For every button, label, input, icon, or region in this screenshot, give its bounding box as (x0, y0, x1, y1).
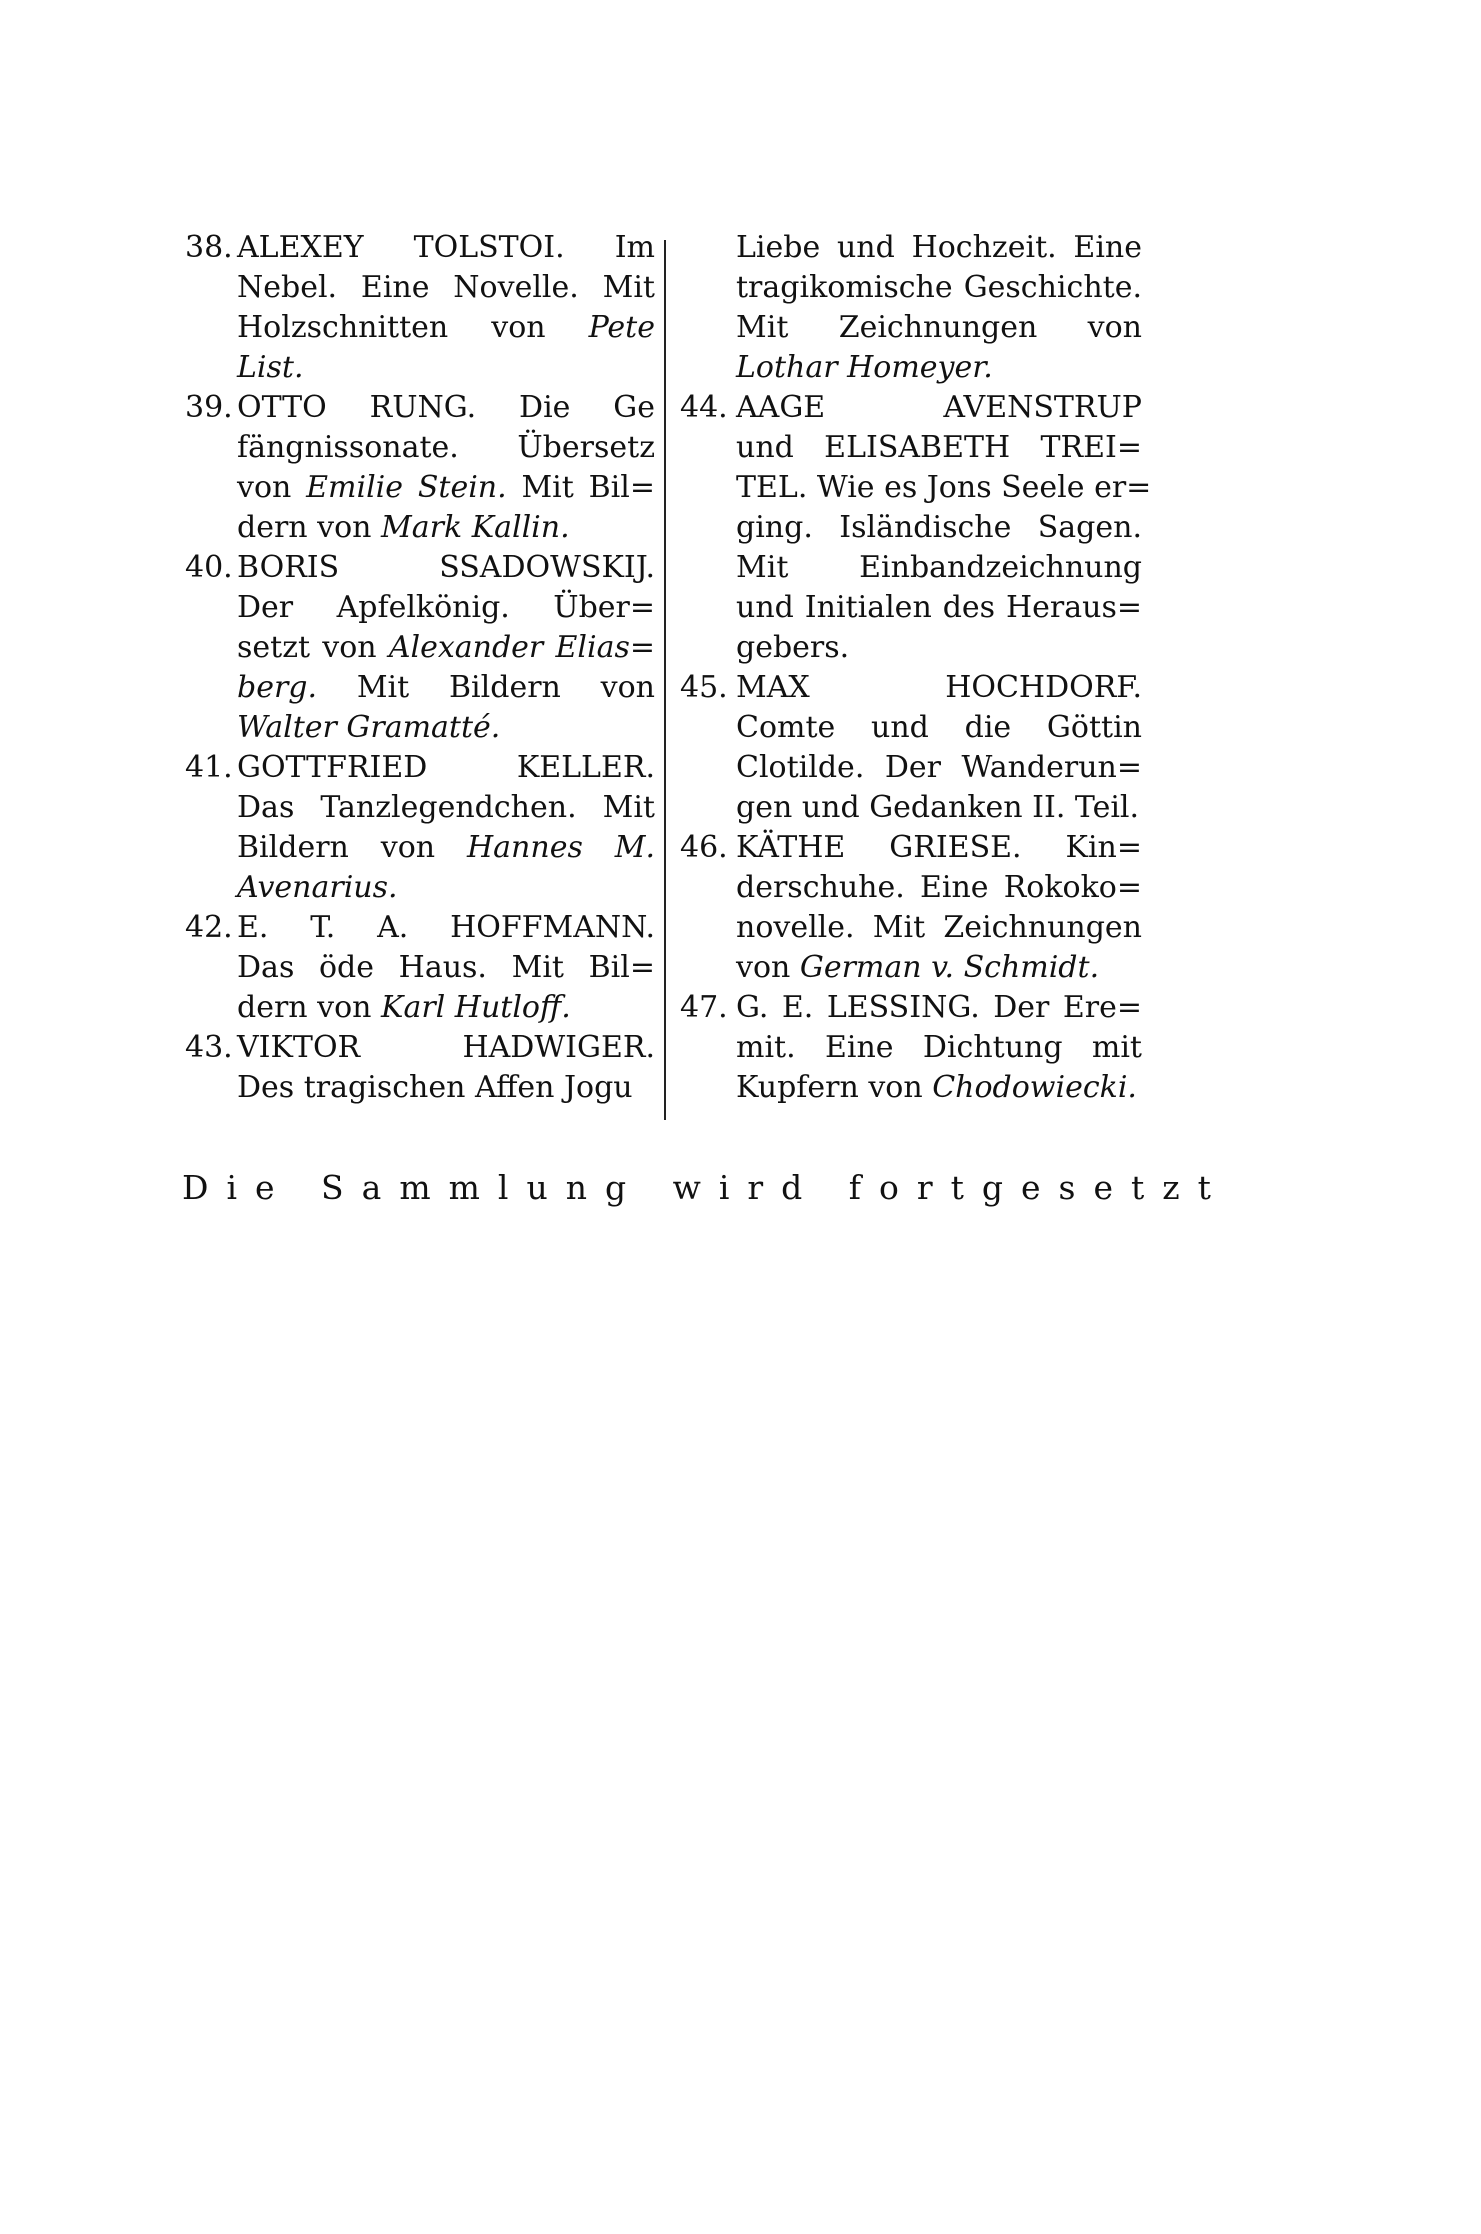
entry-line (185, 468, 655, 508)
italic-name: Lothar Homeyer. (736, 350, 993, 385)
entry-line (185, 748, 655, 788)
line-tail: Mit Bildern von (317, 670, 655, 705)
entry-line (680, 268, 1142, 308)
line-text: fängnissonate. Übersetz (237, 430, 655, 465)
italic-name: Avenarius. (237, 870, 398, 905)
line-text: Liebe und Hochzeit. Eine (736, 230, 1142, 265)
line-text: mit. Eine Dichtung mit (736, 1030, 1142, 1065)
line-text: Clotilde. Der Wanderun= (736, 750, 1142, 785)
line-text: Mit Einbandzeichnung (736, 550, 1142, 585)
line-text: Comte und die Göttin (736, 710, 1142, 745)
entry-line (185, 1068, 655, 1108)
line-text: und Initialen des Heraus= (736, 590, 1142, 625)
entry-line (680, 308, 1142, 348)
entry-number: 43. (185, 1030, 233, 1065)
line-text: Des tragischen Affen Jogu (237, 1070, 633, 1105)
entry-line (680, 1068, 1142, 1108)
line-text: ging. Isländische Sagen. (736, 510, 1142, 545)
left-column (185, 228, 655, 1108)
line-text: tragikomische Geschichte. (736, 270, 1142, 305)
entry-line (680, 868, 1142, 908)
line-text: Der Apfelkönig. Über= (237, 590, 655, 625)
entry-number: 47. (680, 990, 728, 1025)
line-text: KÄTHE GRIESE. Kin= (736, 830, 1142, 865)
entry-line (185, 708, 655, 748)
entry-line (185, 348, 655, 388)
catalog-entry (680, 828, 1142, 988)
entry-number: 42. (185, 910, 233, 945)
entry-number: 46. (680, 830, 728, 865)
line-text: AAGE AVENSTRUP (736, 390, 1142, 425)
entry-line (185, 788, 655, 828)
line-text: novelle. Mit Zeichnungen (736, 910, 1142, 945)
entry-line (185, 908, 655, 948)
entry-number: 41. (185, 750, 233, 785)
entry-line (680, 348, 1142, 388)
line-text: ALEXEY TOLSTOI. Im (237, 230, 655, 265)
entry-line (680, 508, 1142, 548)
entry-line (680, 908, 1142, 948)
line-text: Kupfern von (736, 1070, 933, 1105)
entry-number: 44. (680, 390, 728, 425)
catalog-entry (185, 748, 655, 908)
entry-line (680, 788, 1142, 828)
footer-note: Die Sammlung wird fortgesetzt (182, 1168, 1229, 1207)
catalog-entry (185, 548, 655, 748)
line-text: von (237, 470, 307, 505)
entry-line (185, 828, 655, 868)
italic-name: berg. (237, 670, 318, 705)
line-text: gen und Gedanken II. Teil. (736, 790, 1140, 825)
entry-line (185, 228, 655, 268)
entry-line (185, 1028, 655, 1068)
entry-line (185, 588, 655, 628)
entry-line (680, 828, 1142, 868)
line-text: VIKTOR HADWIGER. (237, 1030, 655, 1065)
line-text: von (736, 950, 800, 985)
catalog-entry (680, 228, 1142, 388)
entry-number: 38. (185, 230, 233, 265)
entry-line (680, 428, 1142, 468)
entry-line (680, 988, 1142, 1028)
column-divider (664, 240, 666, 1120)
entry-line (185, 948, 655, 988)
line-text: GOTTFRIED KELLER. (237, 750, 655, 785)
entry-line (680, 948, 1142, 988)
catalog-entry (185, 1028, 655, 1108)
entry-line (185, 628, 655, 668)
line-text: Das öde Haus. Mit Bil= (237, 950, 655, 985)
entry-line (680, 748, 1142, 788)
line-text: Holzschnitten von (237, 310, 589, 345)
entry-line (185, 388, 655, 428)
line-text: derschuhe. Eine Rokoko= (736, 870, 1142, 905)
entry-line (185, 548, 655, 588)
catalog-entry (680, 988, 1142, 1108)
line-text: BORIS SSADOWSKIJ. (237, 550, 655, 585)
italic-name: Alexander Elias= (388, 630, 655, 665)
entry-number: 39. (185, 390, 233, 425)
entry-line (680, 548, 1142, 588)
italic-name: Chodowiecki. (932, 1070, 1137, 1105)
italic-name: Emilie Stein. (306, 470, 507, 505)
entry-line (185, 668, 655, 708)
line-tail: Mit Bil= (506, 470, 656, 505)
line-text: Nebel. Eine Novelle. Mit (237, 270, 655, 305)
line-text: E. T. A. HOFFMANN. (237, 910, 655, 945)
entry-line (680, 388, 1142, 428)
line-text: Bildern von (237, 830, 467, 865)
entry-line (680, 468, 1152, 508)
italic-name: Hannes M. (467, 830, 655, 865)
entry-number: 40. (185, 550, 233, 585)
entry-line (185, 868, 655, 908)
entry-line (680, 1028, 1142, 1068)
line-text: gebers. (736, 630, 850, 665)
line-text: Das Tanzlegendchen. Mit (237, 790, 655, 825)
line-text: TEL. Wie es Jons Seele er= (736, 470, 1152, 505)
entry-line (680, 628, 1142, 668)
catalog-entry (185, 388, 655, 548)
entry-line (680, 588, 1142, 628)
line-text: setzt von (237, 630, 389, 665)
line-text: MAX HOCHDORF. (736, 670, 1142, 705)
entry-line (185, 268, 655, 308)
italic-name: German v. Schmidt. (799, 950, 1100, 985)
entry-line (680, 708, 1142, 748)
line-text: OTTO RUNG. Die Ge (237, 390, 655, 425)
entry-line (185, 308, 655, 348)
catalog-entry (680, 388, 1152, 668)
entry-line (680, 668, 1142, 708)
italic-name: Pete (588, 310, 655, 345)
catalog-entry (185, 908, 655, 1028)
line-text: und ELISABETH TREI= (736, 430, 1142, 465)
italic-name: Mark Kallin. (381, 510, 570, 545)
right-column (680, 228, 1152, 1108)
entry-line (185, 508, 655, 548)
line-text: Mit Zeichnungen von (736, 310, 1142, 345)
entry-line (680, 228, 1142, 268)
line-text: dern von (237, 510, 382, 545)
entry-line (185, 428, 655, 468)
catalog-entry (185, 228, 655, 388)
italic-name: List. (237, 350, 304, 385)
entry-line (185, 988, 655, 1028)
line-text: G. E. LESSING. Der Ere= (736, 990, 1142, 1025)
entry-number: 45. (680, 670, 728, 705)
italic-name: Walter Gramatté. (237, 710, 501, 745)
catalog-entry (680, 668, 1142, 828)
line-text: dern von (237, 990, 382, 1025)
italic-name: Karl Hutloff. (381, 990, 571, 1025)
